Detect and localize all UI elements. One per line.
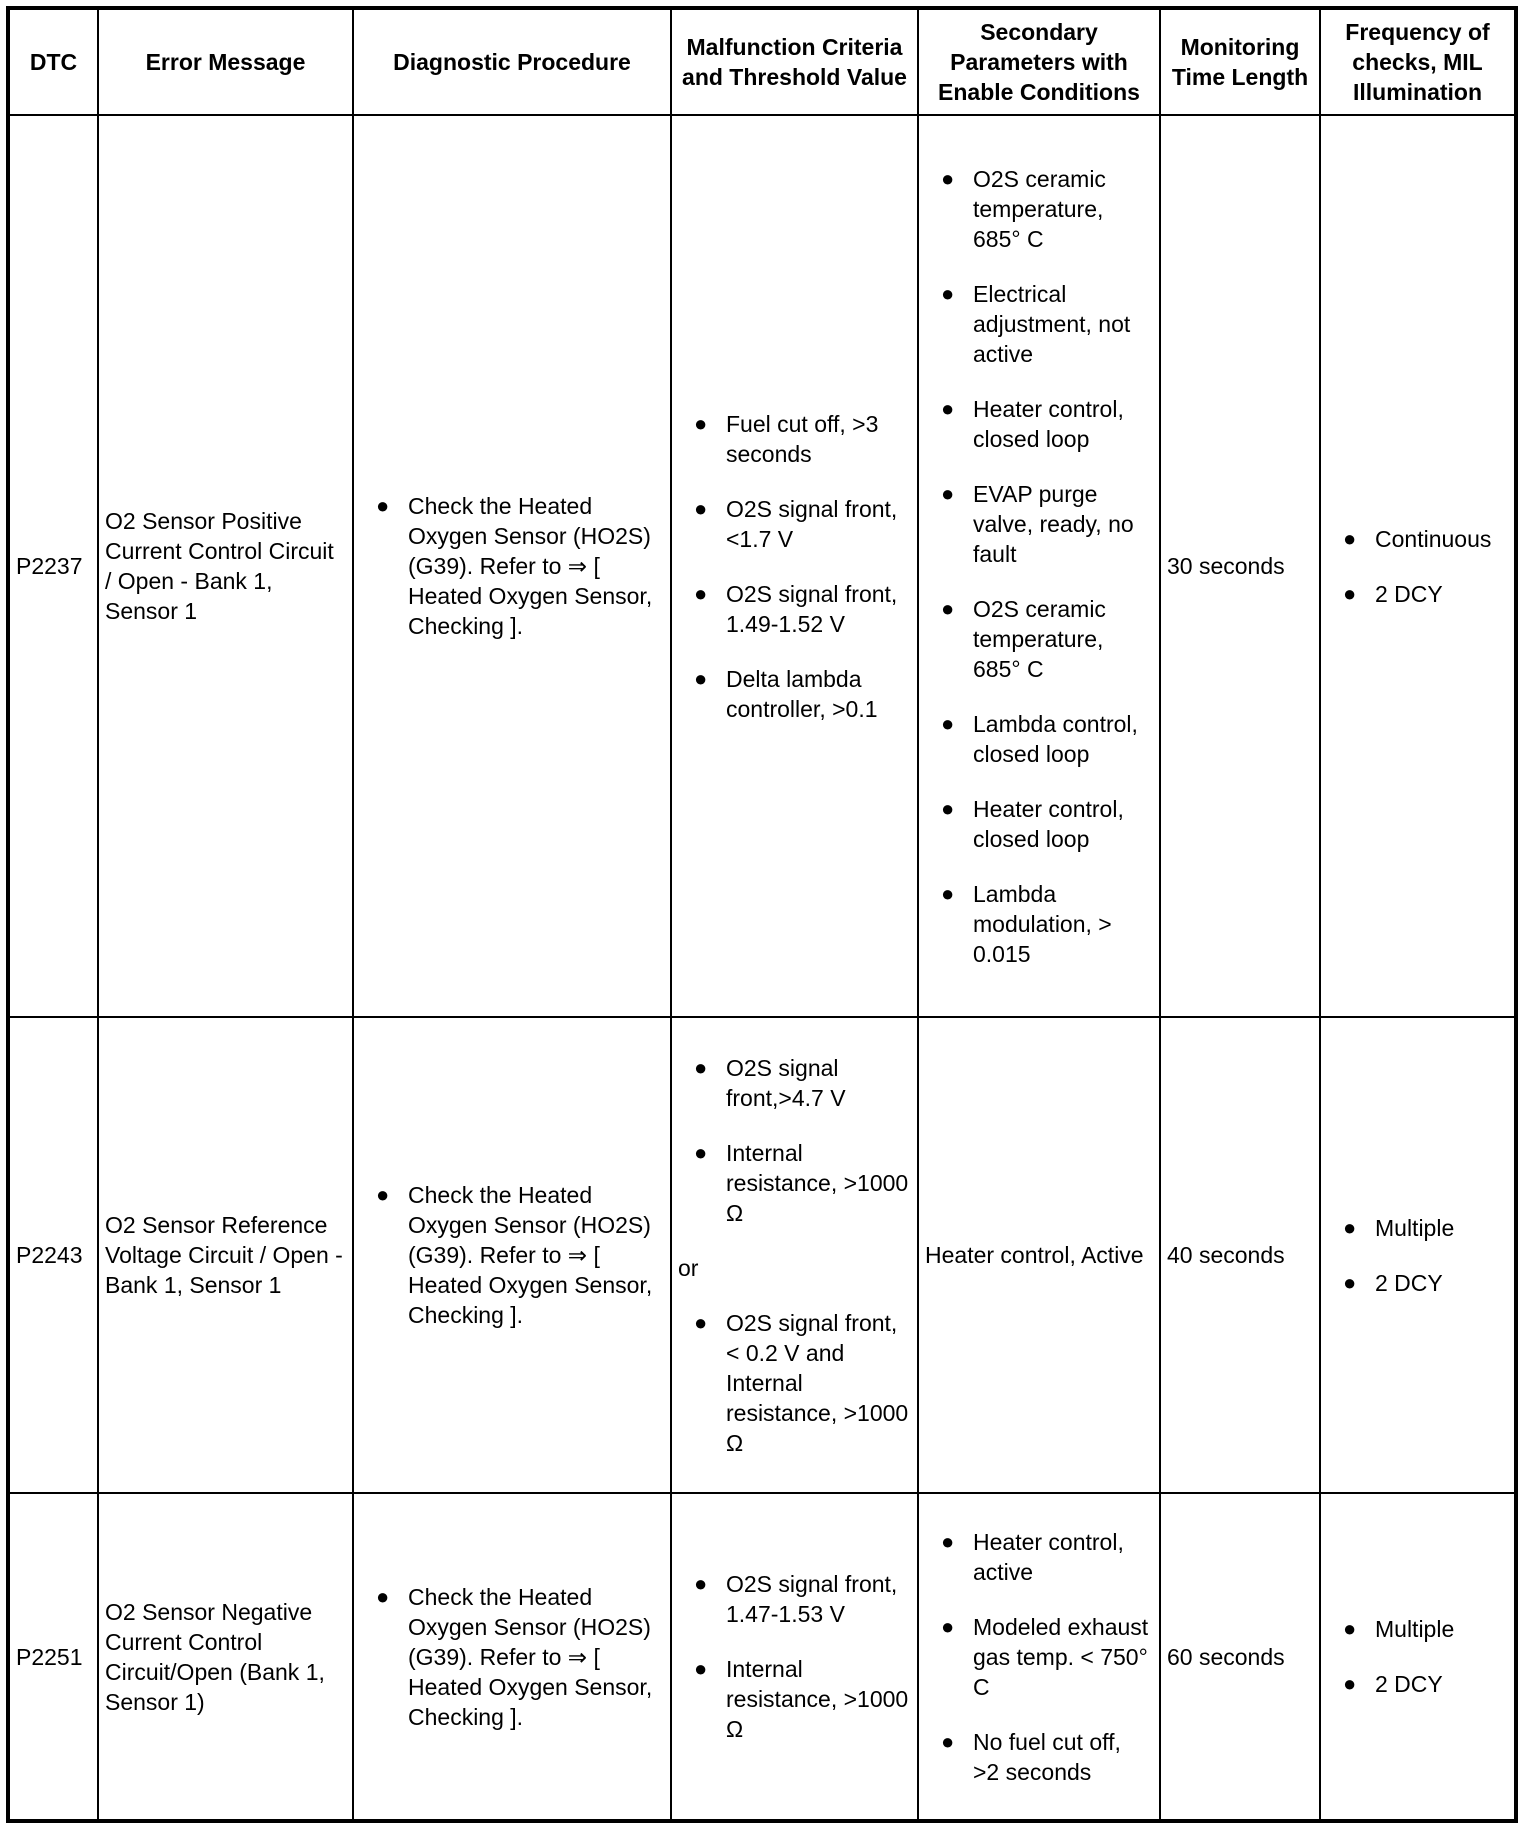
list-item: ● Fuel cut off, >3 seconds — [694, 410, 879, 467]
table-row — [8, 1493, 1516, 1821]
criteria-or: or — [678, 1254, 699, 1281]
list-item: ● O2S ceramic temperature, 685° C — [941, 165, 1106, 252]
error-message: O2 Sensor Positive Current Control Circuit / Open - Bank 1, Sensor 1 — [98, 115, 353, 1017]
frequency — [1320, 115, 1516, 1017]
table-row — [8, 1017, 1516, 1493]
bullet-icon: ● — [941, 1728, 955, 1754]
list-item: ● Check the Heated Oxygen Sensor (HO2S) (G39). Refer to ⇒ [ Heated Oxygen Sensor, Checking ]. — [376, 1182, 653, 1328]
list-item: ● O2S signal front, 1.49-1.52 V — [694, 580, 898, 637]
header-row — [8, 8, 1516, 115]
bullet-icon: ● — [1343, 1616, 1357, 1641]
list-item: ● Check the Heated Oxygen Sensor (HO2S) (G39). Refer to ⇒ [ Heated Oxygen Sensor, Checking ]. — [376, 1583, 653, 1730]
malfunction-criteria — [671, 1493, 918, 1821]
malfunction-criteria — [671, 1017, 918, 1493]
dtc-code: P2237 — [8, 115, 98, 1017]
list-item: ● Lambda control, closed loop — [941, 710, 1138, 767]
diagnostic-procedure — [353, 1017, 671, 1493]
bullet-icon: ● — [694, 1139, 708, 1165]
list-item: ● O2S signal front, < 0.2 V and Internal resistance, >1000 Ω — [694, 1309, 909, 1456]
secondary-parameters: Heater control, Active — [918, 1017, 1160, 1493]
list-item: ● O2S signal front,>4.7 V — [694, 1054, 846, 1111]
dtc-table — [6, 6, 1518, 1823]
bullet-icon: ● — [941, 480, 955, 506]
list-item: ● O2S signal front, 1.47-1.53 V — [694, 1571, 898, 1627]
monitoring-time: 30 seconds — [1160, 115, 1320, 1017]
list-item: ● Heater control, active — [941, 1528, 1124, 1585]
bullet-icon: ● — [694, 410, 708, 436]
list-item: ● O2S ceramic temperature, 685° C — [941, 595, 1106, 682]
bullet-icon: ● — [941, 1613, 955, 1639]
bullet-icon: ● — [1343, 1214, 1357, 1240]
bullet-icon: ● — [694, 1656, 708, 1681]
bullet-icon: ● — [376, 1182, 390, 1207]
list-item: ● Internal resistance, >1000 Ω — [694, 1139, 909, 1226]
dtc-code: P2243 — [8, 1017, 98, 1493]
list-item: ● Electrical adjustment, not active — [941, 280, 1131, 367]
header-malfunction-criteria: Malfunction Criteria and Threshold Value — [671, 8, 918, 115]
header-frequency: Frequency of checks, MIL Illumination — [1320, 8, 1516, 115]
dtc-code: P2251 — [8, 1493, 98, 1821]
monitoring-time: 60 seconds — [1160, 1493, 1320, 1821]
list-item: ● 2 DCY — [1343, 1671, 1443, 1697]
bullet-icon: ● — [941, 795, 955, 821]
error-message: O2 Sensor Reference Voltage Circuit / Open - Bank 1, Sensor 1 — [98, 1017, 353, 1493]
list-item: ● Check the Heated Oxygen Sensor (HO2S) (G39). Refer to ⇒ [ Heated Oxygen Sensor, Checking ]. — [376, 493, 653, 639]
list-item: ● O2S signal front, <1.7 V — [694, 495, 898, 552]
bullet-icon: ● — [1343, 525, 1357, 551]
bullet-icon: ● — [694, 1571, 708, 1596]
bullet-icon: ● — [941, 710, 955, 736]
bullet-icon: ● — [1343, 1671, 1357, 1696]
header-dtc: DTC — [8, 8, 98, 115]
bullet-icon: ● — [941, 395, 955, 421]
bullet-icon: ● — [376, 1583, 390, 1609]
monitoring-time: 40 seconds — [1160, 1017, 1320, 1493]
bullet-icon: ● — [941, 880, 955, 906]
bullet-icon: ● — [1343, 580, 1357, 606]
list-item: ● Internal resistance, >1000 Ω — [694, 1656, 909, 1742]
error-message: O2 Sensor Negative Current Control Circuit/Open (Bank 1, Sensor 1) — [98, 1493, 353, 1821]
bullet-icon: ● — [694, 1309, 708, 1335]
header-monitoring-time: Monitoring Time Length — [1160, 8, 1320, 115]
malfunction-criteria — [671, 115, 918, 1017]
bullet-icon: ● — [376, 493, 390, 518]
bullet-icon: ● — [941, 595, 955, 621]
bullet-icon: ● — [694, 1054, 708, 1080]
header-diagnostic-procedure: Diagnostic Procedure — [353, 8, 671, 115]
list-item: ● No fuel cut off, >2 seconds — [941, 1728, 1121, 1785]
bullet-icon: ● — [941, 280, 955, 306]
header-secondary-parameters: Secondary Parameters with Enable Conditions — [918, 8, 1160, 115]
list-item: ● Multiple — [1343, 1616, 1455, 1642]
bullet-icon: ● — [694, 665, 708, 691]
list-item: ● Heater control, closed loop — [941, 395, 1124, 452]
list-item: ● Delta lambda controller, >0.1 — [694, 665, 878, 722]
bullet-icon: ● — [941, 1528, 955, 1554]
list-item: ● Heater control, closed loop — [941, 795, 1124, 852]
table-row — [8, 115, 1516, 1017]
bullet-icon: ● — [1343, 1269, 1357, 1295]
list-item: ● Lambda modulation, > 0.015 — [941, 880, 1112, 967]
bullet-icon: ● — [694, 580, 708, 606]
list-item: ● Multiple — [1343, 1214, 1455, 1241]
header-error-message: Error Message — [98, 8, 353, 115]
frequency — [1320, 1017, 1516, 1493]
frequency — [1320, 1493, 1516, 1821]
secondary-parameters — [918, 115, 1160, 1017]
secondary-parameters — [918, 1493, 1160, 1821]
bullet-icon: ● — [941, 165, 955, 191]
list-item: ● EVAP purge valve, ready, no fault — [941, 480, 1134, 567]
list-item: ● 2 DCY — [1343, 1269, 1443, 1296]
diagnostic-procedure — [353, 115, 671, 1017]
list-item: ● Modeled exhaust gas temp. < 750° C — [941, 1613, 1149, 1700]
bullet-icon: ● — [694, 495, 708, 521]
list-item: ● Continuous — [1343, 525, 1492, 552]
list-item: ● 2 DCY — [1343, 580, 1443, 607]
diagnostic-procedure — [353, 1493, 671, 1821]
